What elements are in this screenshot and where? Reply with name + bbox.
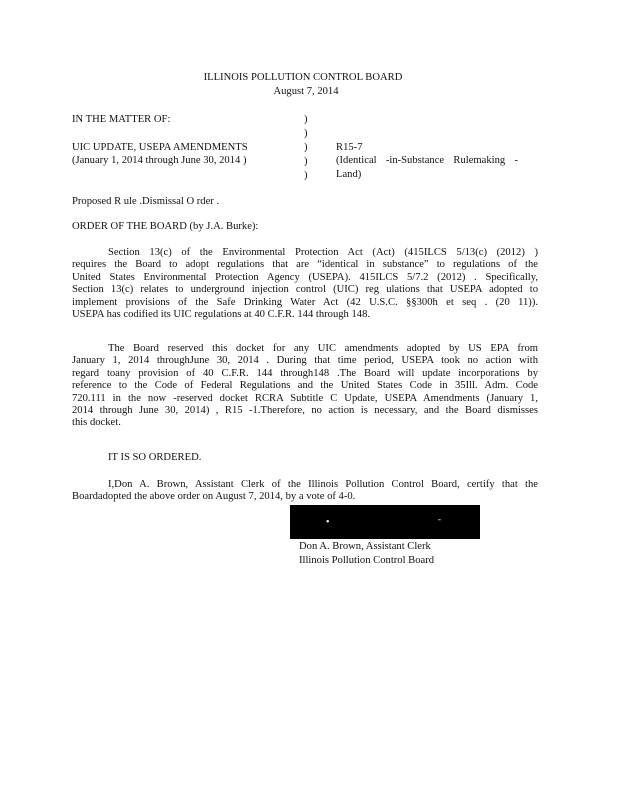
order-date: August 7, 2014 (273, 86, 339, 97)
paragraph-line: requires the Board to adopt regulations that are “identical in substance” to regulations of the (72, 259, 538, 271)
board-name: ILLINOIS POLLUTION CONTROL BOARD (203, 72, 403, 83)
signature-name-title: Don A. Brown, Assistant Clerk (299, 541, 431, 552)
paragraph-line: 720.111 in the now -reserved docket RCRA Subtitle C Update, USEPA Amendments (January 1, (72, 392, 538, 404)
paragraph-line: January 1, 2014 throughJune 30, 2014 . During that time period, USEPA took no action with (72, 355, 538, 367)
paragraph-line: United States Environmental Protection Agency (USEPA). 415ILCS 5/7.2 (2012) . Specifically, (72, 271, 538, 283)
certification (72, 479, 538, 504)
paragraph-line: USEPA has codified its UIC regulations at 40 C.F.R. 144 through 148. (72, 308, 371, 320)
in-the-matter: IN THE MATTER OF: (72, 114, 171, 125)
caption-bracket: ) (304, 128, 308, 139)
paragraph-line: regard toany provision of 40 C.F.R. 144 through148 .The Board will update incorporations by (72, 367, 538, 379)
docket-type-line1: (Identical -in-Substance Rulemaking - (336, 155, 518, 166)
docket-number: R15-7 (336, 142, 363, 153)
caption-bracket: ) (304, 170, 308, 181)
paragraph-line: The Board reserved this docket for any UIC amendments adopted by US EPA from (108, 343, 538, 354)
signature-mark: • (326, 517, 330, 528)
caption-bracket: ) (304, 114, 308, 125)
paragraph-2 (72, 343, 538, 430)
caption-bracket: ) (304, 156, 308, 167)
caption-bracket: ) (304, 142, 308, 153)
paragraph-line: this docket. (72, 417, 121, 429)
paragraph-line: reference to the Code of Federal Regulations and the United States Code in 35Ill. Adm. Code (72, 380, 538, 392)
proposed-rule-line: Proposed R ule .Dismissal O rder . (72, 196, 220, 207)
order-heading: ORDER OF THE BOARD (by J.A. Burke): (72, 221, 259, 232)
paragraph-line: implement provisions of the Safe Drinking Water Act (42 U.S.C. §§300h et seq . (20 11)). (72, 296, 538, 308)
certification-line: Boardadopted the above order on August 7, 2014, by a vote of 4-0. (72, 491, 356, 503)
case-title-line2: (January 1, 2014 through June 30, 2014 ) (72, 155, 247, 166)
so-ordered: IT IS SO ORDERED. (108, 452, 202, 463)
paragraph-1 (72, 247, 538, 321)
signature-organization: Illinois Pollution Control Board (299, 555, 435, 566)
signature-redaction (290, 505, 480, 539)
docket-type-line2: Land) (336, 169, 362, 180)
case-title-line1: UIC UPDATE, USEPA AMENDMENTS (72, 142, 248, 153)
certification-line: I,Don A. Brown, Assistant Clerk of the Illinois Pollution Control Board, certify that the (108, 479, 538, 490)
paragraph-line: Section 13(c) of the Environmental Protection Act (Act) (415ILCS 5/13(c) (2012) ) (108, 247, 538, 258)
paragraph-line: Section 13(c) relates to underground injection control (UIC) reg ulations that USEPA adopted to (72, 284, 538, 296)
signature-mark: - (438, 514, 441, 524)
paragraph-line: 2014 through June 30, 2014) , R15 -1.Therefore, no action is necessary, and the Board dismisses (72, 404, 538, 416)
